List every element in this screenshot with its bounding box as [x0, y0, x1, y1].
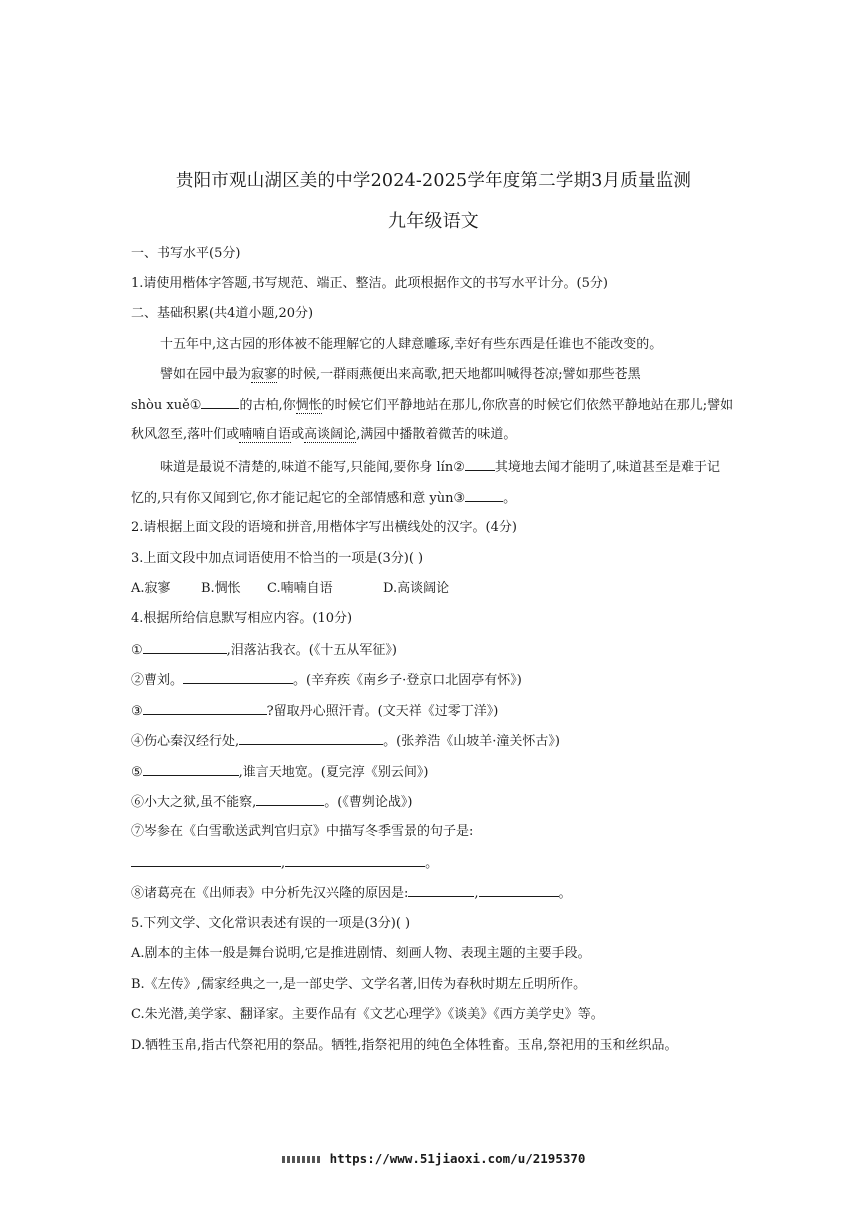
dotted-word: 高谈阔论 [304, 427, 357, 442]
option-b[interactable]: B.惆怅 [201, 581, 241, 596]
pinyin: shòu xuě① [131, 398, 202, 413]
question-5: 5.下列文学、文化常识表述有误的一项是(3分)( ) [131, 916, 411, 931]
text: 的时候,一群雨燕便出来高歌,把天地都叫喊得苍凉;譬如那些苍黑 [277, 367, 641, 382]
answer-blank[interactable] [183, 671, 293, 684]
recitation-item-6 [131, 793, 747, 812]
text: 秋风忽至,落叶们或 [131, 427, 240, 442]
question-2: 2.请根据上面文段的语境和拼音,用楷体字写出横线处的汉字。(4分) [131, 520, 517, 535]
answer-blank[interactable] [131, 854, 281, 867]
section2-heading: 二、基础积累(共4道小题,20分) [131, 306, 314, 321]
text: ②曹刘。 [131, 673, 184, 688]
dotted-word: 寂寥 [251, 367, 278, 382]
text: 的时候它们平静地站在那儿,你欣喜的时候它们依然平静地站在那儿;譬如 [321, 398, 734, 413]
text: ?留取丹心照汗青。(文天祥《过零丁洋》) [266, 704, 499, 719]
question-5-option-a[interactable]: A.剧本的主体一般是舞台说明,它是推进剧情、刻画人物、表现主题的主要手段。 [131, 946, 591, 961]
question-3-options [131, 580, 747, 598]
text: ③ [131, 704, 143, 719]
text: 的古柏,你 [239, 398, 296, 413]
text: 。(《曹刿论战》) [324, 795, 413, 810]
question-5-option-c[interactable]: C.朱光潜,美学家、翻译家。主要作品有《文艺心理学》《谈美》《西方美学史》等。 [131, 1007, 604, 1022]
recitation-item-8 [131, 884, 747, 903]
option-a[interactable]: A.寂寥 [131, 581, 171, 596]
text: 或 [291, 427, 305, 442]
text: ⑥小大之狱,虽不能察, [131, 795, 257, 810]
site-logo-icon [282, 1156, 322, 1163]
question-4: 4.根据所给信息默写相应内容。(10分) [131, 611, 353, 626]
passage-paragraph-1: 十五年中,这古园的形体被不能理解它的人肆意雕琢,幸好有些东西是任谁也不能改变的。 [160, 337, 663, 352]
option-d[interactable]: D.高谈阔论 [383, 581, 450, 596]
recitation-item-2 [131, 671, 747, 690]
option-c[interactable]: C.喃喃自语 [267, 581, 333, 596]
text: 。 [503, 491, 517, 506]
dotted-word: 喃喃自语 [239, 427, 292, 442]
passage-paragraph-2-line-3 [131, 426, 747, 444]
recitation-item-4 [131, 732, 747, 751]
recitation-item-3 [131, 702, 747, 721]
question-5-option-d[interactable]: D.牺牲玉帛,指古代祭祀用的祭品。牺牲,指祭祀用的纯色全体牲畜。玉帛,祭祀用的玉和丝织品。 [131, 1038, 678, 1053]
section1-heading: 一、书写水平(5分) [131, 246, 241, 261]
answer-blank[interactable] [256, 793, 324, 806]
passage-paragraph-3-line-2 [131, 489, 747, 508]
dotted-word: 惆怅 [295, 398, 322, 413]
question-3: 3.上面文段中加点词语使用不恰当的一项是(3分)( ) [131, 551, 424, 566]
text: 。 [558, 886, 572, 901]
text: 譬如在园中最为 [160, 367, 252, 382]
answer-blank-2[interactable] [465, 458, 495, 471]
answer-blank-3[interactable] [465, 489, 503, 502]
answer-blank[interactable] [143, 702, 267, 715]
exam-subtitle: 九年级语文 [388, 211, 479, 232]
text: ,谁言天地宽。(夏完淳《别云间》) [238, 765, 429, 780]
question-1: 1.请使用楷体字答题,书写规范、端正、整洁。此项根据作文的书写水平计分。(5分) [131, 276, 608, 291]
question-5-option-b[interactable]: B.《左传》,儒家经典之一,是一部史学、文学名著,旧传为春秋时期左丘明所作。 [131, 977, 587, 992]
answer-blank[interactable] [285, 854, 425, 867]
text: 。(辛弃疾《南乡子·登京口北固亭有怀》) [293, 673, 522, 688]
text: 。(张养浩《山坡羊·潼关怀古》) [383, 734, 560, 749]
footer-url[interactable]: https://www.51jiaoxi.com/u/2195370 [329, 1151, 586, 1166]
text: ⑤ [131, 765, 143, 780]
answer-blank[interactable] [408, 884, 474, 897]
answer-blank[interactable] [239, 732, 383, 745]
answer-blank[interactable] [143, 641, 227, 654]
recitation-item-7: ⑦岑参在《白雪歌送武判官归京》中描写冬季雪景的句子是: [131, 824, 474, 839]
exam-title: 贵阳市观山湖区美的中学2024-2025学年度第二学期3月质量监测 [175, 171, 692, 191]
answer-blank[interactable] [479, 884, 559, 897]
passage-paragraph-2-line-1 [160, 366, 747, 384]
text: ,满园中播散着微苦的味道。 [356, 427, 517, 442]
answer-blank-1[interactable] [201, 396, 239, 409]
text: , [281, 856, 286, 871]
text: ,泪落沾我衣。(《十五从军征》) [226, 643, 397, 658]
text: ① [131, 643, 143, 658]
text: 忆的,只有你又闻到它,你才能记起它的全部情感和意 yùn③ [131, 491, 466, 506]
text: ④伤心秦汉经行处, [131, 734, 240, 749]
text: , [474, 886, 479, 901]
answer-blank[interactable] [143, 763, 239, 776]
text: 。 [425, 856, 439, 871]
recitation-item-5 [131, 763, 747, 782]
text: ⑧诸葛亮在《出师表》中分析先汉兴隆的原因是: [131, 886, 409, 901]
recitation-item-1 [131, 641, 747, 660]
text: 其境地去闻才能明了,味道甚至是难于记 [494, 460, 721, 475]
recitation-item-7-blanks [131, 854, 747, 873]
passage-paragraph-2-line-2 [131, 396, 747, 415]
footer [0, 1151, 867, 1166]
text: 味道是最说不清楚的,味道不能写,只能闻,要你身 lín② [160, 460, 465, 475]
passage-paragraph-3-line-1 [160, 458, 747, 477]
